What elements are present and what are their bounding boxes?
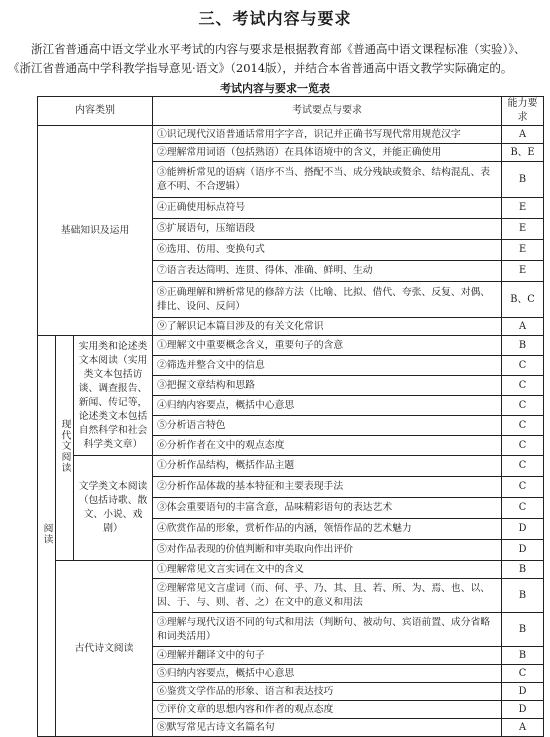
intro-line-1: 浙江省普通高中语文学业水平考试的内容与要求是根据教育部《普通高中语文课程标准（实验）》、 — [31, 42, 526, 56]
row-text: ④理解并翻译文中的句子 — [153, 647, 502, 665]
row-text: ⑧正确理解和辨析常见的修辞方法（比喻、比拟、借代、夸张、反复、对偶、排比、设问、反问） — [153, 282, 502, 318]
row-text: ⑧默写常见古诗文名篇名句 — [153, 719, 502, 737]
row-level: C — [502, 665, 544, 683]
row-text: ①理解常见文言实词在文中的含义 — [153, 561, 502, 579]
row-text: ⑤分析语言特色 — [153, 416, 502, 436]
row-text: ⑥选用、仿用、变换句式 — [153, 240, 502, 261]
row-text: ⑥鉴赏文学作品的形象、语言和表达技巧 — [153, 683, 502, 701]
intro-paragraph — [8, 40, 542, 78]
row-text: ③把握文章结构和思路 — [153, 376, 502, 396]
row-text: ④正确使用标点符号 — [153, 198, 502, 219]
row-text: ⑨了解识记本篇目涉及的有关文化常识 — [153, 318, 502, 336]
row-level: C — [502, 436, 544, 456]
row-level: B — [502, 162, 544, 198]
row-level: A — [502, 126, 544, 144]
row-text: ③体会重要语句的丰富含意，品味精彩语句的表达艺术 — [153, 498, 502, 519]
row-text: ⑥分析作者在文中的观点态度 — [153, 436, 502, 456]
row-text: ④归纳内容要点，概括中心意思 — [153, 396, 502, 416]
row-text: ①理解文中重要概念含义，重要句子的含意 — [153, 336, 502, 356]
category-classical: 古代诗文阅读 — [56, 561, 153, 737]
row-level: E — [502, 240, 544, 261]
row-level: D — [502, 519, 544, 540]
row-level: D — [502, 683, 544, 701]
row-level: B — [502, 561, 544, 579]
table-row — [38, 456, 544, 477]
category-basic: 基础知识及运用 — [38, 126, 153, 336]
category-reading — [38, 336, 56, 737]
row-text: ③理解与现代汉语不同的句式和用法（判断句、被动句、宾语前置、成分省略和词类活用） — [153, 613, 502, 647]
section-heading: 三、考试内容与要求 — [198, 9, 352, 28]
intro-line-2: 《浙江省普通高中学科教学指导意见·语文》（2014版），并结合本省普通高中语文教学实际确定的。 — [8, 61, 513, 75]
row-level: C — [502, 396, 544, 416]
row-level: C — [502, 456, 544, 477]
row-text: ③能辨析常见的语病（语序不当、搭配不当、成分残缺或赘余、结构混乱、表意不明、不合逻辑） — [153, 162, 502, 198]
row-text: ⑤扩展语句，压缩语段 — [153, 219, 502, 240]
category-modern — [56, 336, 74, 561]
row-level: C — [502, 498, 544, 519]
row-text: ①分析作品结构，概括作品主题 — [153, 456, 502, 477]
row-level: E — [502, 219, 544, 240]
row-level: B — [502, 613, 544, 647]
requirements-table — [37, 96, 544, 737]
row-level: A — [502, 318, 544, 336]
row-level: D — [502, 540, 544, 561]
category-reading-label: 阅读 — [41, 522, 53, 545]
row-text: ②理解常用词语（包括熟语）在具体语境中的含义，并能正确使用 — [153, 144, 502, 162]
row-text: ②分析作品体裁的基本特征和主要表现手法 — [153, 477, 502, 498]
header-points: 考试要点与要求 — [153, 97, 502, 126]
row-level: B — [502, 336, 544, 356]
header-category: 内容类别 — [38, 97, 153, 126]
table-row — [38, 336, 544, 356]
row-level: B — [502, 579, 544, 613]
table-title: 考试内容与要求一览表 — [220, 82, 330, 95]
row-text: ⑤对作品表现的价值判断和审美取向作出评价 — [153, 540, 502, 561]
header-level: 能力要求 — [502, 97, 544, 126]
row-level: B — [502, 647, 544, 665]
row-level: A — [502, 719, 544, 737]
row-text: ⑦评价文章的思想内容和作者的观点态度 — [153, 701, 502, 719]
row-level: C — [502, 477, 544, 498]
row-level: D — [502, 701, 544, 719]
category-modern-label: 现代文阅读 — [59, 418, 71, 473]
row-text: ⑦语言表达简明、连贯、得体、准确、鲜明、生动 — [153, 261, 502, 282]
category-literary: 文学类文本阅读（包括诗歌、散文、小说、戏剧） — [74, 456, 153, 561]
table-header-row — [38, 97, 544, 126]
row-text: ②筛选并整合文中的信息 — [153, 356, 502, 376]
category-practical: 实用类和论述类文本阅读（实用类文本包括访谈、调查报告、新闻、传记等，论述类文本包括自然科学和社会科学类文章） — [74, 336, 153, 456]
row-level: E — [502, 198, 544, 219]
row-level: B、E — [502, 144, 544, 162]
table-row — [38, 126, 544, 144]
row-level: C — [502, 376, 544, 396]
row-level: E — [502, 261, 544, 282]
row-text: ②理解常见文言虚词（而、何、乎、乃、其、且、若、所、为、焉、也、以、因、于、与、则、者、之）在文中的意义和用法 — [153, 579, 502, 613]
row-text: ①识记现代汉语普通话常用字字音，识记并正确书写现代常用规范汉字 — [153, 126, 502, 144]
row-text: ④欣赏作品的形象，赏析作品的内涵，领悟作品的艺术魅力 — [153, 519, 502, 540]
table-row — [38, 561, 544, 579]
row-level: C — [502, 416, 544, 436]
row-level: C — [502, 356, 544, 376]
row-level: B、C — [502, 282, 544, 318]
row-text: ⑤归纳内容要点，概括中心意思 — [153, 665, 502, 683]
